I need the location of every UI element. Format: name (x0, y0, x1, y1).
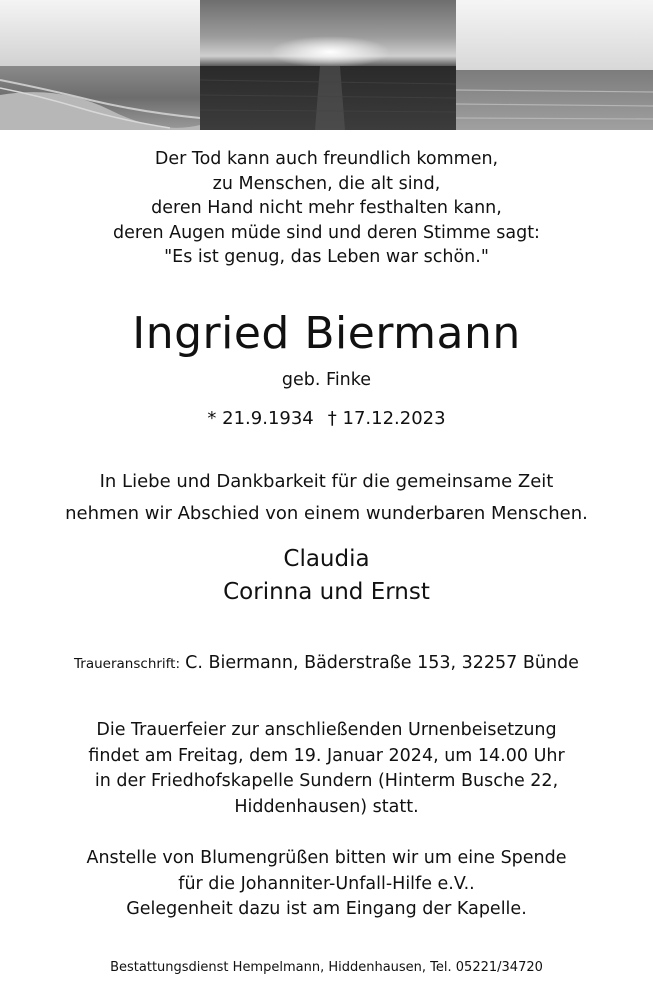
birth-date: * 21.9.1934 (207, 408, 314, 429)
donation-line: Gelegenheit dazu ist am Eingang der Kapelle. (126, 899, 527, 919)
family-name: Claudia (283, 546, 370, 572)
funeral-service-footer: Bestattungsdienst Hempelmann, Hiddenhausen, Tel. 05221/34720 (110, 960, 543, 975)
poem-line: Der Tod kann auch freundlich kommen, (154, 149, 499, 169)
death-cross-icon: † (327, 408, 337, 429)
life-dates (0, 406, 653, 432)
poem-line: deren Hand nicht mehr festhalten kann, (151, 198, 502, 218)
death-date: 17.12.2023 (342, 408, 446, 429)
maiden-name: geb. Finke (281, 370, 372, 390)
poem-line: zu Menschen, die alt sind, (212, 173, 441, 194)
ceremony-line: findet am Freitag, dem 19. Januar 2024, um 14.00 Uhr (88, 745, 565, 766)
thanks-line: In Liebe und Dankbarkeit für die gemeinsame Zeit (99, 471, 554, 492)
donation-info (0, 846, 653, 923)
header-sea-image (0, 0, 653, 130)
thanks-line: nehmen wir Abschied von einem wunderbaren Menschen. (65, 503, 588, 524)
donation-line: Anstelle von Blumengrüßen bitten wir um eine Spende (86, 848, 567, 868)
thanks-text (0, 466, 653, 530)
poem-line: deren Augen müde sind und deren Stimme sagt: (113, 222, 540, 243)
address-label: Traueranschrift: (74, 656, 181, 672)
poem-line: "Es ist genug, das Leben war schön." (164, 247, 489, 267)
deceased-name: Ingried Biermann (132, 308, 521, 359)
mourning-address (0, 650, 653, 677)
poem (0, 147, 653, 270)
family-name: Corinna und Ernst (223, 579, 430, 605)
ceremony-info (0, 718, 653, 820)
address-value: C. Biermann, Bäderstraße 153, 32257 Bünde (185, 653, 579, 673)
ceremony-line: Die Trauerfeier zur anschließenden Urnenbeisetzung (96, 720, 557, 740)
ceremony-line: in der Friedhofskapelle Sundern (Hinterm Busche 22, (94, 771, 559, 791)
donation-line: für die Johanniter-Unfall-Hilfe e.V.. (178, 873, 475, 894)
family-names (0, 543, 653, 609)
ceremony-line: Hiddenhausen) statt. (234, 796, 419, 817)
